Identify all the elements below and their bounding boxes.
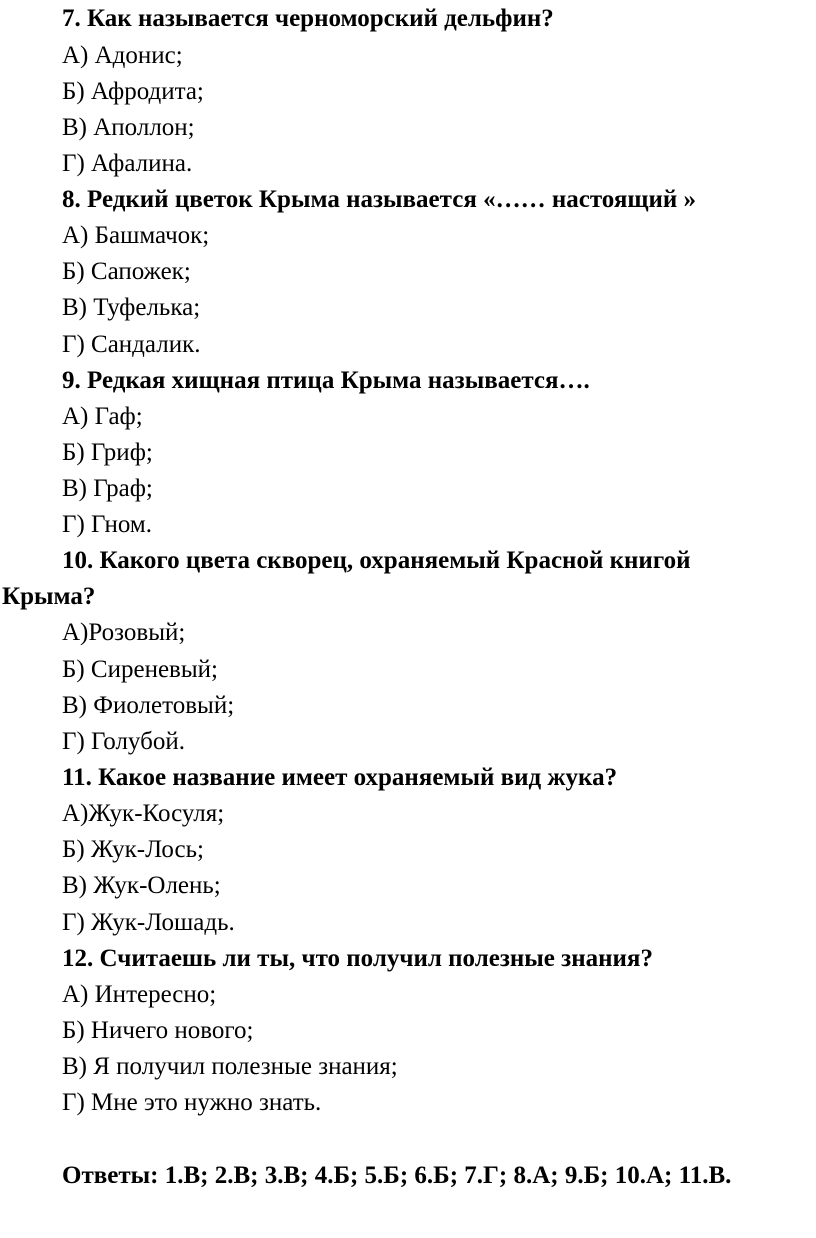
question-8-option-c: В) Туфелька;	[62, 294, 201, 321]
question-11-option-a: А)Жук-Косуля;	[62, 800, 225, 827]
question-12-option-b: Б) Ничего нового;	[62, 1017, 254, 1044]
question-11-title: 11. Какое название имеет охраняемый вид жука?	[62, 764, 618, 791]
question-10-option-a: А)Розовый;	[62, 619, 186, 646]
question-7-title: 7. Как называется черноморский дельфин?	[62, 5, 554, 32]
question-12-option-d: Г) Мне это нужно знать.	[62, 1089, 322, 1116]
question-10-option-d: Г) Голубой.	[62, 728, 185, 755]
question-9-option-b: Б) Гриф;	[62, 439, 153, 466]
question-10-title: 10. Какого цвета скворец, охраняемый Красной книгой	[62, 547, 691, 574]
question-8-option-a: А) Башмачок;	[62, 222, 210, 249]
question-9-option-a: А) Гаф;	[62, 403, 143, 430]
answers-text: 1.В; 2.В; 3.В; 4.Б; 5.Б; 6.Б; 7.Г; 8.А; 9.Б; 10.А; 11.В.	[164, 1162, 732, 1189]
question-10-title-continued: Крыма?	[2, 583, 96, 610]
question-11-option-b: Б) Жук-Лось;	[62, 836, 204, 863]
question-10-option-c: В) Фиолетовый;	[62, 692, 235, 719]
question-12-option-c: В) Я получил полезные знания;	[62, 1053, 398, 1080]
question-7-option-a: А) Адонис;	[62, 42, 183, 69]
question-9-option-d: Г) Гном.	[62, 511, 153, 538]
question-12-title: 12. Считаешь ли ты, что получил полезные знания?	[62, 945, 653, 972]
question-10-option-b: Б) Сиреневый;	[62, 656, 218, 683]
answers-line	[62, 1161, 731, 1191]
question-7-option-c: В) Аполлон;	[62, 114, 195, 141]
question-7-option-d: Г) Афалина.	[62, 150, 193, 177]
question-12-option-a: А) Интересно;	[62, 981, 217, 1008]
question-8-option-b: Б) Сапожек;	[62, 258, 191, 285]
answers-label: Ответы:	[62, 1162, 159, 1189]
question-11-option-c: В) Жук-Олень;	[62, 872, 221, 899]
question-8-title: 8. Редкий цветок Крыма называется «…… настоящий »	[62, 186, 697, 213]
question-11-option-d: Г) Жук-Лошадь.	[62, 909, 235, 936]
question-8-option-d: Г) Сандалик.	[62, 331, 201, 358]
question-9-option-c: В) Граф;	[62, 475, 153, 502]
question-9-title: 9. Редкая хищная птица Крыма называется….	[62, 367, 590, 394]
question-7-option-b: Б) Афродита;	[62, 78, 204, 105]
